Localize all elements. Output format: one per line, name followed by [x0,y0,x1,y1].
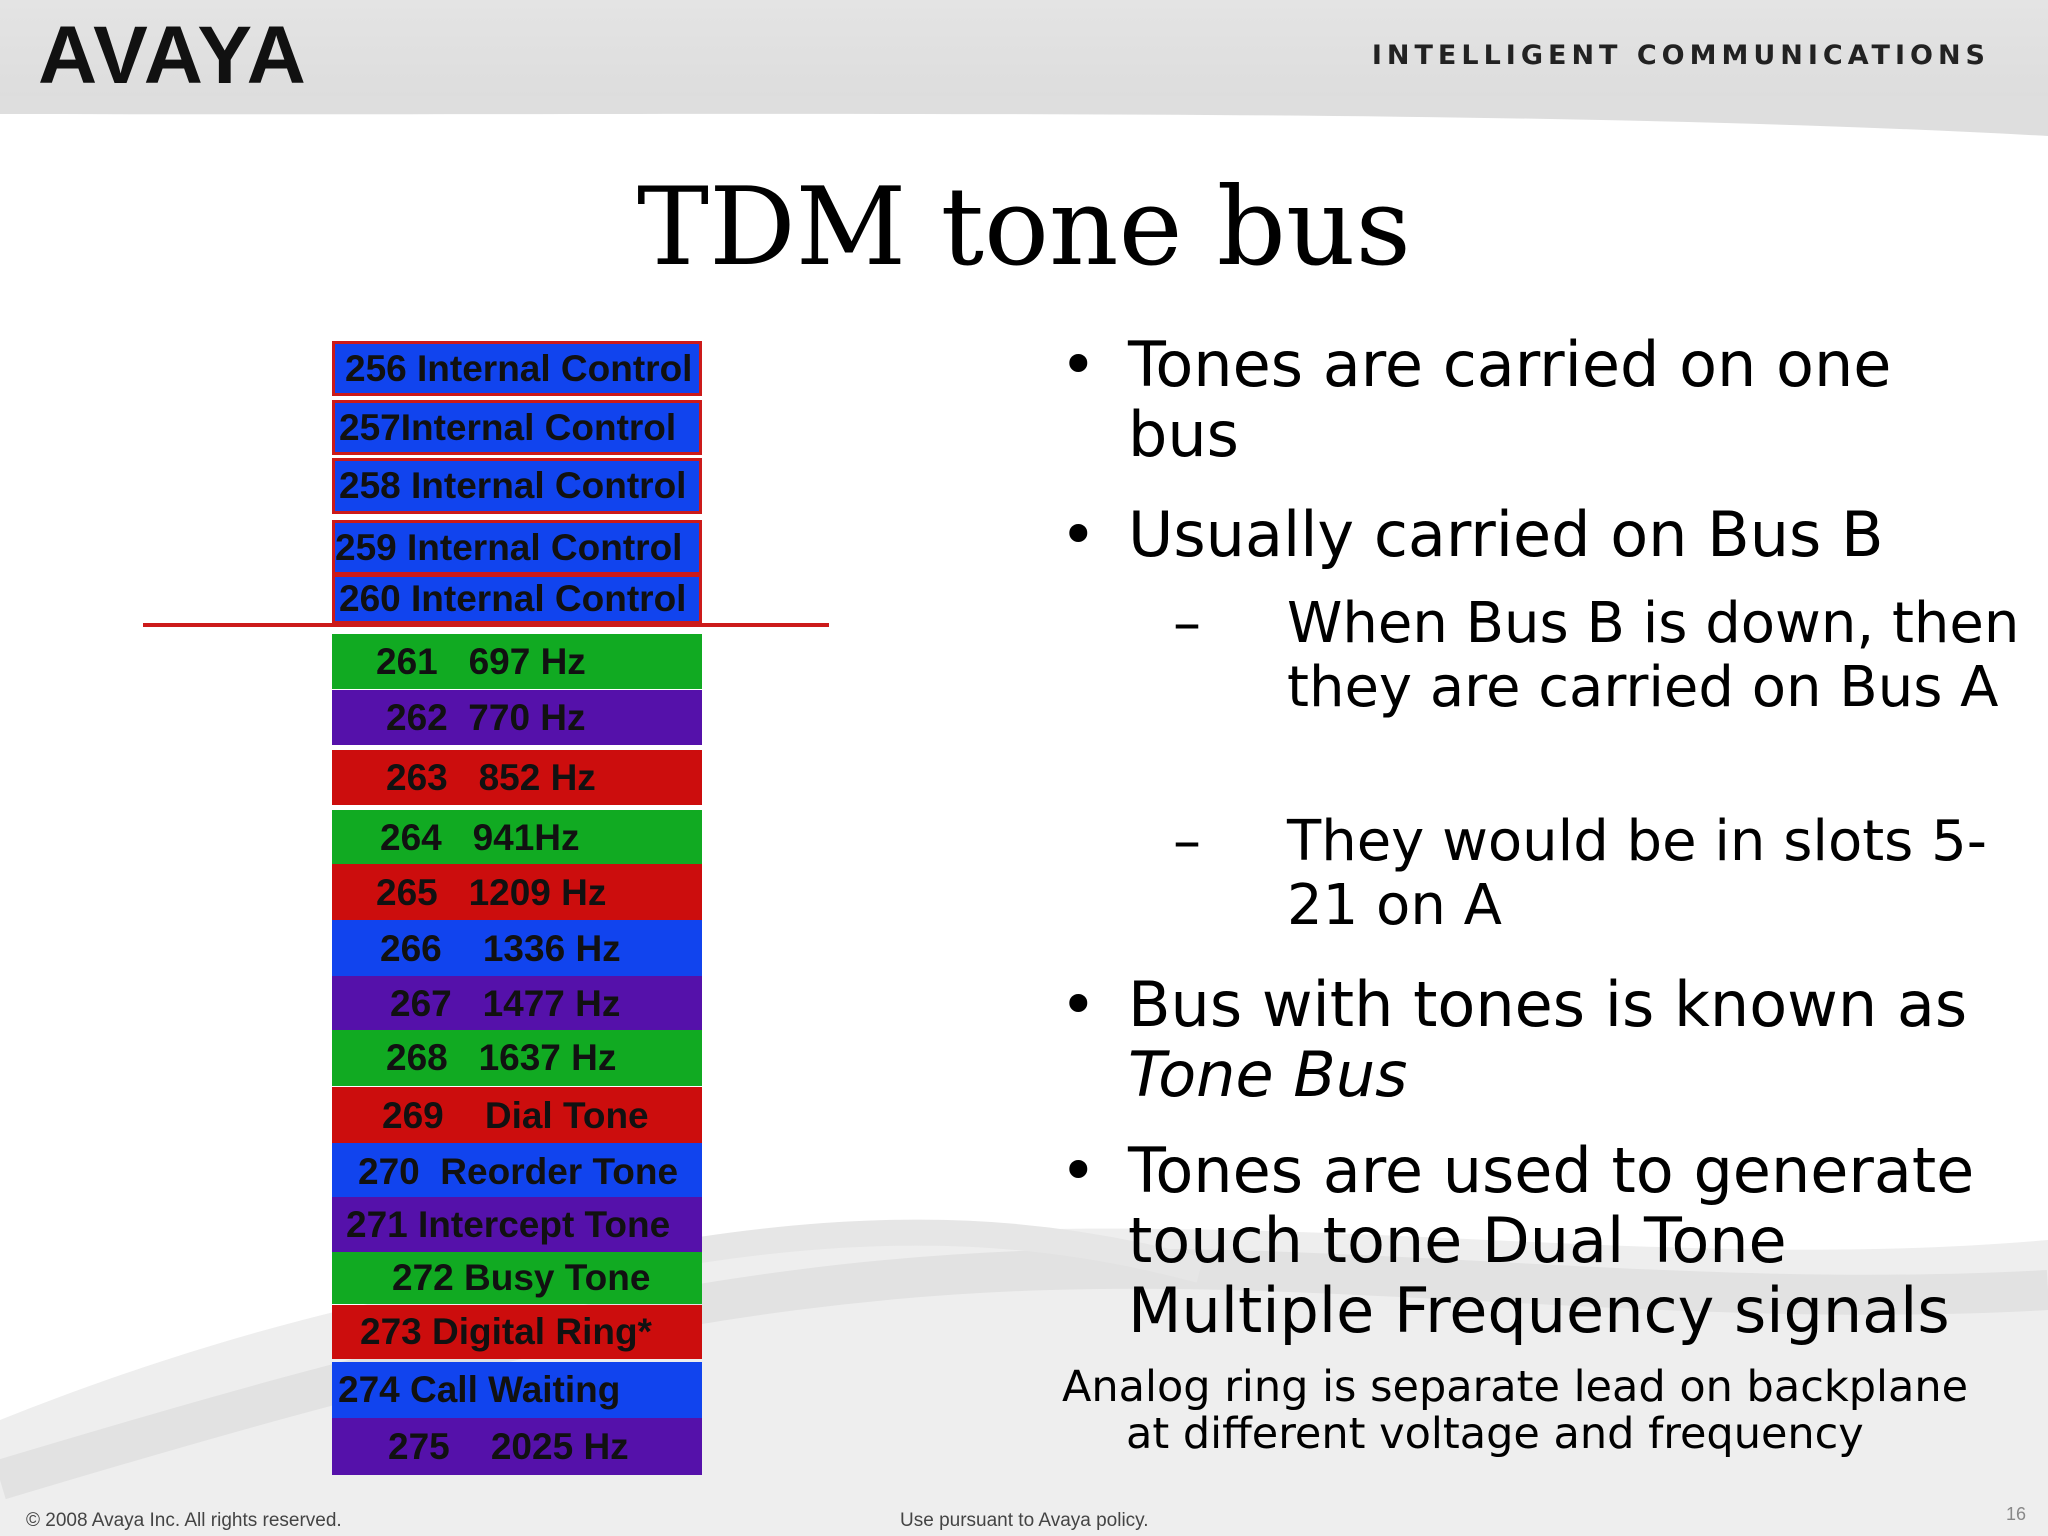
timeslot-262 [332,690,702,745]
timeslot-275 [332,1418,702,1475]
timeslot-label: 269 Dial Tone [382,1094,649,1136]
timeslot-label: 273 Digital Ring* [360,1311,652,1352]
bullet-text-italic: Tone Bus [1128,1038,1408,1111]
control-tone-divider [143,623,829,627]
timeslot-label: 263 852 Hz [386,756,596,798]
analog-ring-note [1062,1364,2002,1458]
timeslot-label: 262 770 Hz [386,696,586,738]
timeslot-270 [332,1143,702,1200]
timeslot-269 [332,1087,702,1144]
timeslot-264 [332,810,702,865]
timeslot-256 [332,341,702,396]
timeslot-273 [332,1305,702,1359]
bullet-dot-icon: • [1060,328,1097,401]
timeslot-label: 271 Intercept Tone [346,1203,671,1245]
timeslot-label: 256 Internal Control [345,347,693,389]
sub-bullet-text: They would be in slots 5-21 on A [1287,809,1987,938]
timeslot-label: 267 1477 Hz [390,982,621,1024]
timeslot-label: 260 Internal Control [339,578,687,619]
timeslot-label: 261 697 Hz [376,640,586,682]
slide-title: TDM tone bus [637,165,1411,290]
bullet-text: Tones are carried on one bus [1128,328,1892,471]
sub-bullet-text: When Bus B is down, then they are carried on Bus A [1287,591,2020,720]
timeslot-267 [332,976,702,1031]
tagline: INTELLIGENT COMMUNICATIONS [1371,40,1990,71]
bullet-text [1128,970,2018,1110]
timeslot-257 [332,400,702,455]
timeslot-265 [332,864,702,921]
note-line-2: at different voltage and frequency [1126,1409,1864,1459]
dash-icon: – [1173,591,1201,656]
timeslot-label: 268 1637 Hz [386,1037,617,1078]
avaya-logo: AVAYA [38,10,308,101]
timeslot-258 [332,458,702,514]
timeslot-label: 274 Call Waiting [338,1369,621,1410]
timeslot-260 [332,574,702,624]
timeslot-259 [332,520,702,575]
bullet-dot-icon: • [1060,968,1097,1041]
bullet-dot-icon: • [1060,1134,1097,1207]
timeslot-label: 258 Internal Control [339,465,687,506]
timeslot-266 [332,920,702,977]
timeslot-label: 275 2025 Hz [388,1425,629,1467]
bullet-dot-icon: • [1060,498,1097,571]
timeslot-271 [332,1197,702,1252]
note-line-1: Analog ring is separate lead on backplane [1062,1362,1969,1412]
policy-notice: Use pursuant to Avaya policy. [900,1510,1149,1531]
timeslot-label: 264 941Hz [380,816,580,858]
copyright: © 2008 Avaya Inc. All rights reserved. [26,1510,342,1531]
bullet-text-plain: Bus with tones is known as [1128,968,1968,1041]
timeslot-263 [332,750,702,805]
timeslot-label: 272 Busy Tone [392,1257,651,1298]
dash-icon: – [1173,809,1201,874]
timeslot-label: 259 Internal Control [335,526,683,568]
timeslot-label: 270 Reorder Tone [358,1150,679,1192]
timeslot-261 [332,634,702,689]
page-number: 16 [2005,1504,2026,1524]
bullet-text: Usually carried on Bus B [1128,498,1884,571]
timeslot-268 [332,1030,702,1086]
timeslot-label: 266 1336 Hz [380,927,621,969]
bullet-text: Tones are used to generate touch tone Dual Tone Multiple Frequency signals [1128,1134,1975,1347]
timeslot-label: 265 1209 Hz [376,871,607,913]
timeslot-272 [332,1252,702,1304]
timeslot-label: 257Internal Control [339,406,677,448]
timeslot-274 [332,1362,702,1418]
